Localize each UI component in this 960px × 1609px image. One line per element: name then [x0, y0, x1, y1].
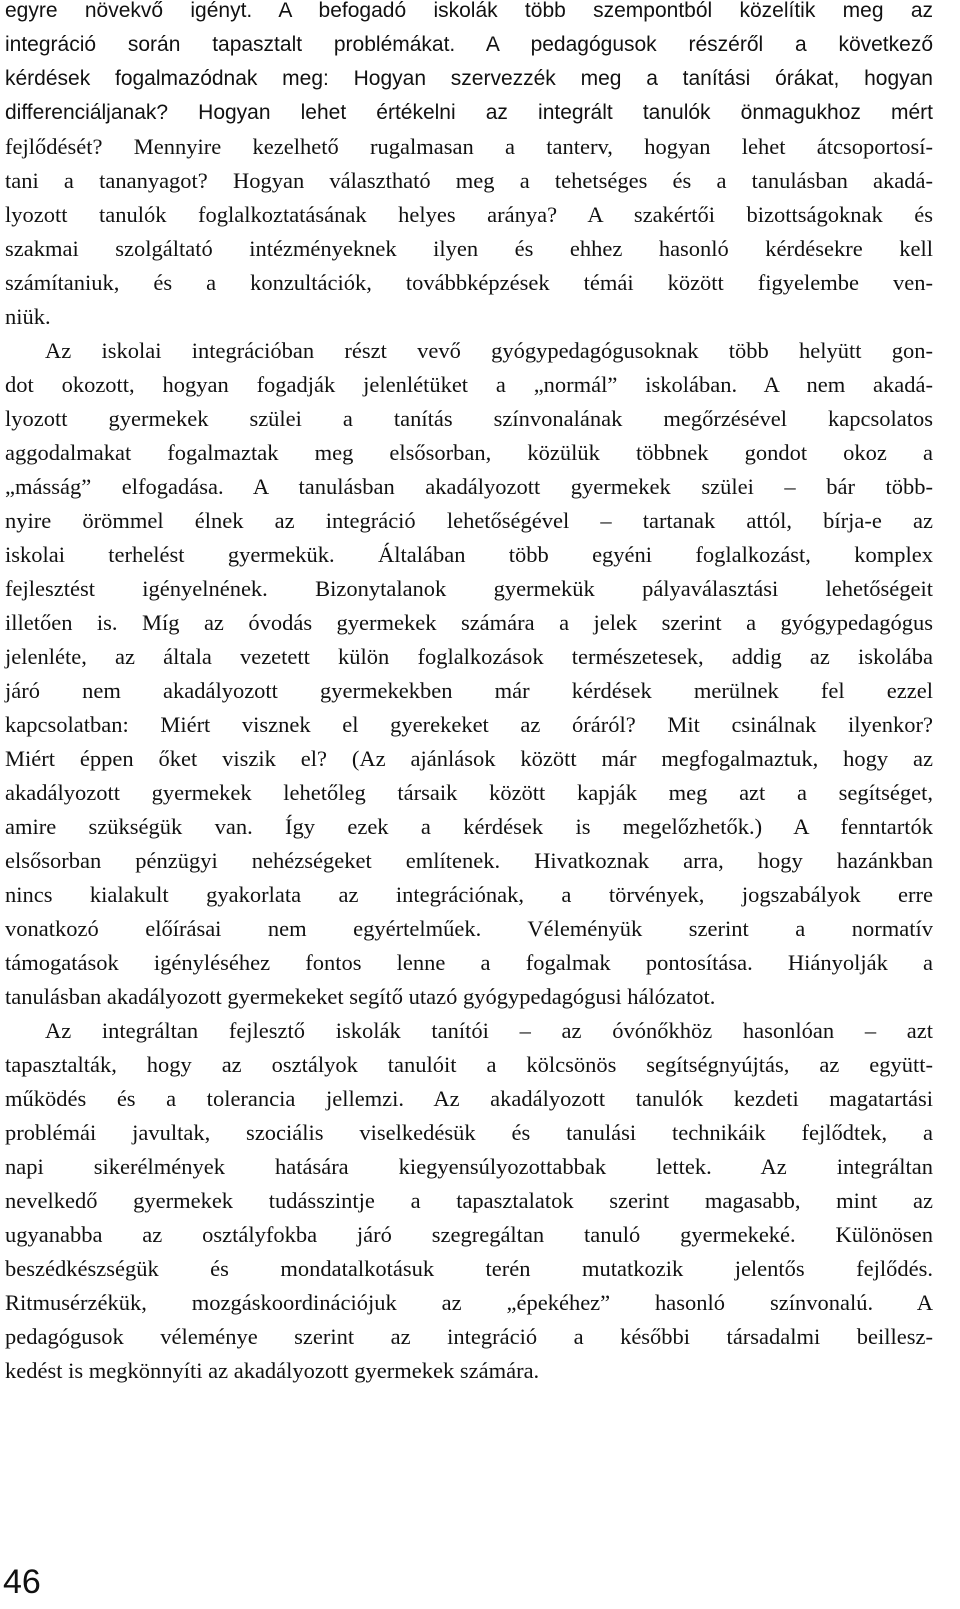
text-line: akadályozott gyermekek lehetőleg társaik között kapják meg azt a segítséget,: [5, 780, 933, 805]
paragraph: [5, 1014, 933, 1388]
text-line: Miért éppen őket viszik el? (Az ajánlások között már megfogalmaztuk, hogy az: [5, 746, 933, 771]
text-line: lyozott gyermekek szülei a tanítás színvonalának megőrzésével kapcsolatos: [5, 406, 933, 431]
text-line: nevelkedő gyermekek tudásszintje a tapasztalatok szerint magasabb, mint az: [5, 1188, 933, 1213]
text-line: tanulásban akadályozott gyermekeket segítő utazó gyógypedagógusi hálózatot.: [5, 984, 716, 1009]
text-line: kérdések fogalmazódnak meg: Hogyan szervezzék meg a tanítási órákat, hogyan: [5, 67, 933, 90]
text-line: illetően is. Míg az óvodás gyermekek számára a jelek szerint a gyógypedagógus: [5, 610, 933, 635]
text-line: Az iskolai integrációban részt vevő gyógypedagógusoknak több helyütt gon-: [45, 338, 933, 363]
text-line: fejlesztést igényelnének. Bizonytalanok gyermekük pályaválasztási lehetőségeit: [5, 576, 933, 601]
text-line: „másság” elfogadása. A tanulásban akadályozott gyermekek szülei – bár több-: [5, 474, 933, 499]
text-line: nincs kialakult gyakorlata az integrációnak, a törvények, jogszabályok erre: [5, 882, 933, 907]
text-line: Ritmusérzékük, mozgáskoordinációjuk az „épekéhez” hasonló színvonalú. A: [5, 1290, 933, 1315]
text-line: beszédkészségük és mondatalkotásuk terén mutatkozik jelentős fejlődés.: [5, 1256, 933, 1281]
text-line: amire szükségük van. Így ezek a kérdések is megelőzhetők.) A fenntartók: [5, 814, 933, 839]
text-line: dot okozott, hogyan fogadják jelenlétüket a „normál” iskolában. A nem akadá-: [5, 372, 933, 397]
paragraph: [5, 0, 933, 334]
text-line: napi sikerélmények hatására kiegyensúlyozottabbak lettek. Az integráltan: [5, 1154, 933, 1179]
text-line: kedést is megkönnyíti az akadályozott gyermekek számára.: [5, 1358, 540, 1383]
text-line: elsősorban pénzügyi nehézségeket említenek. Hivatkoznak arra, hogy hazánkban: [5, 848, 933, 873]
text-line: egyre növekvő igényt. A befogadó iskolák több szempontból közelítik meg az: [5, 0, 933, 22]
text-line: ugyanabba az osztályfokba járó szegregáltan tanuló gyermekeké. Különösen: [5, 1222, 933, 1247]
text-line: járó nem akadályozott gyermekekben már kérdések merülnek fel ezzel: [5, 678, 933, 703]
text-line: vonatkozó előírásai nem egyértelműek. Véleményük szerint a normatív: [5, 916, 933, 941]
text-line: Az integráltan fejlesztő iskolák tanítói – az óvónőkhöz hasonlóan – azt: [45, 1018, 933, 1043]
text-line: szakmai szolgáltató intézményeknek ilyen és ehhez hasonló kérdésekre kell: [5, 236, 933, 261]
text-line: lyozott tanulók foglalkoztatásának helyes aránya? A szakértői bizottságoknak és: [5, 202, 933, 227]
text-line: iskolai terhelést gyermekük. Általában több egyéni foglalkozást, komplex: [5, 542, 933, 567]
text-line: pedagógusok véleménye szerint az integráció a későbbi társadalmi beillesz-: [5, 1324, 933, 1349]
text-line: működés és a tolerancia jellemzi. Az akadályozott tanulók kezdeti magatartási: [5, 1086, 933, 1111]
text-line: jelenléte, az általa vezetett külön foglalkozások természetesek, addig az iskolába: [5, 644, 933, 669]
text-line: fejlődését? Mennyire kezelhető rugalmasan a tanterv, hogyan lehet átcsoportosí-: [5, 134, 933, 159]
text-line: tani a tananyagot? Hogyan választható meg a tehetséges és a tanulásban akadá-: [5, 168, 933, 193]
text-line: támogatások igényléséhez fontos lenne a fogalmak pontosítása. Hiányolják a: [5, 950, 933, 975]
text-line: nyire örömmel élnek az integráció lehetőségével – tartanak attól, bírja-e az: [5, 508, 933, 533]
page-number: 46: [3, 1563, 41, 1601]
text-line: differenciáljanak? Hogyan lehet értékelni az integrált tanulók önmagukhoz mért: [5, 101, 933, 124]
body-text: [5, 0, 933, 1388]
text-line: kapcsolatban: Miért visznek el gyerekeket az óráról? Mit csinálnak ilyenkor?: [5, 712, 933, 737]
text-line: problémái javultak, szociális viselkedésük és tanulási technikáik fejlődtek, a: [5, 1120, 933, 1145]
text-line: számítaniuk, és a konzultációk, továbbképzések témái között figyelembe ven-: [5, 270, 933, 295]
text-line: integráció során tapasztalt problémákat. A pedagógusok részéről a következő: [5, 33, 933, 56]
text-line: tapasztalták, hogy az osztályok tanulóit a kölcsönös segítségnyújtás, az együtt-: [5, 1052, 933, 1077]
paragraph: [5, 334, 933, 1014]
text-line: aggodalmakat fogalmaztak meg elsősorban, közülük többnek gondot okoz a: [5, 440, 933, 465]
text-line: niük.: [5, 304, 51, 329]
